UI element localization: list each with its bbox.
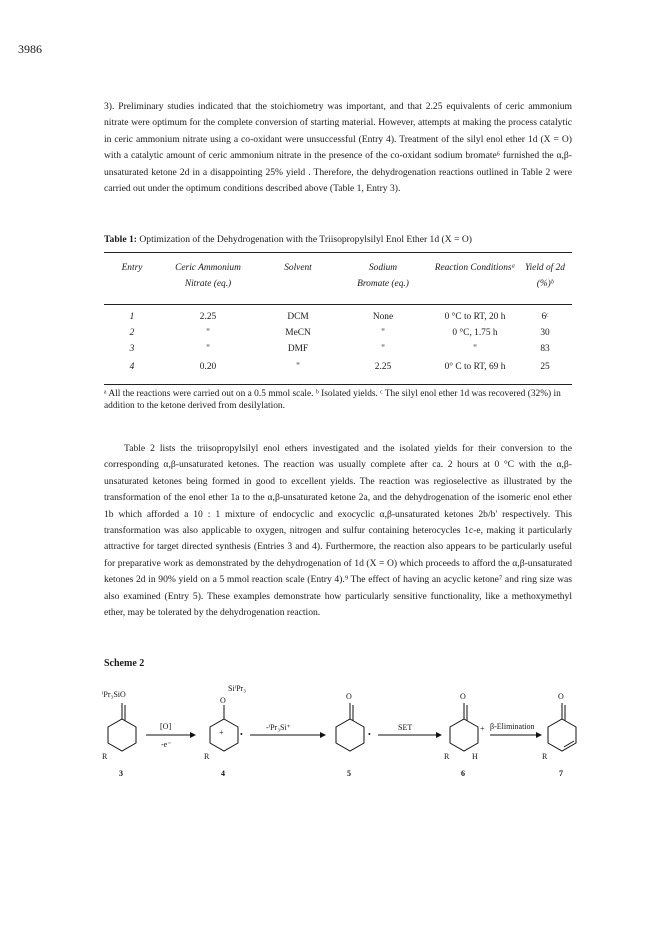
h-label-6: H (472, 752, 478, 761)
compound-number-7: 7 (559, 769, 563, 778)
row-4-bromate: 2.25 (374, 362, 392, 372)
compound-number-4: 4 (221, 769, 225, 778)
radical-dot-4: • (240, 730, 243, 739)
tips-o-label: ⁱPr₃SiO (102, 690, 126, 699)
o-label-4: O (220, 696, 226, 705)
row-3-entry: 3 (129, 344, 135, 354)
row-1-yield: 6ᶜ (541, 312, 549, 322)
row-3-solvent: DMF (287, 344, 309, 354)
header-bromate-1: Sodium (368, 263, 398, 273)
arrow-3-head (436, 732, 442, 738)
compound-6 (450, 703, 478, 751)
table-caption (104, 234, 584, 245)
scheme-title: Scheme 2 (104, 658, 145, 669)
minus-silyl-label: -ⁱPr₃Si⁺ (266, 723, 291, 732)
o-label-7: O (558, 692, 564, 701)
row-4-yield: 25 (540, 362, 550, 372)
row-2-can: " (206, 328, 210, 338)
r-label-4: R (204, 752, 210, 761)
row-4-solvent: " (296, 362, 300, 372)
page-number: 3986 (18, 42, 42, 56)
compound-number-6: 6 (461, 769, 465, 778)
row-3-conditions: " (473, 344, 477, 354)
compound-number-3: 3 (119, 769, 123, 778)
paragraph-2: Table 2 lists the triisopropylsilyl enol ethers investigated and the isolated yields for their conversion to the corresponding α,β-unsaturated ketones. The reaction was usually complete after ca. 2 hours at 0 °C with the α,β-unsaturated ketones being formed in good to excellent yields. The reaction was regioselective as illustrated by the transformation of the enol ether 1a to the α,β-unsaturated ketone 2a, and the dehydrogenation of the isomeric enol ether 1b which afforded a 10 : 1 mixture of endocyclic and exocyclic α,β-unsaturated ketones 2b/b' respectively. This transformation was also applicable to oxygen, nitrogen and sulfur containing heterocycles 1c-e, making it particularly attractive for target directed synthesis (Entries 3 and 4). Furthermore, the reaction also appears to be particularly useful for preparative work as demonstrated by the dehydrogenation of 1d (X = O) which proceeds to afford the α,β-unsaturated ketones 2d in 90% yield on a 5 mmol reaction scale (Entry 4).⁹ The effect of having an acyclic ketone⁷ and ring size was also examined (Entry 5). These examples demonstrate how particularly sensitive functionality, like a methoxymethyl ether, may be tolerated by the dehydrogenation reaction. (104, 443, 572, 619)
row-1-bromate: None (372, 312, 394, 322)
header-yield-1: Yield of 2d (525, 263, 565, 273)
r-label-6: R (444, 752, 450, 761)
compound-7 (548, 703, 576, 751)
header-bromate-2: Bromate (eq.) (357, 279, 409, 289)
row-2-solvent: MeCN (285, 328, 311, 338)
r-label-3: R (102, 752, 108, 761)
compound-5 (336, 703, 364, 751)
oxidation-label: [O] (160, 722, 172, 731)
row-3-yield: 83 (540, 344, 550, 354)
table-1 (104, 252, 572, 385)
row-1-entry: 1 (129, 312, 135, 322)
table-footnote: ᵃ All the reactions were carried out on a 0.5 mmol scale. ᵇ Isolated yields. ᶜ The silyl enol ether 1d was recovered (32%) in addition to the ketone derived from desilylation. (104, 389, 561, 411)
table-caption-text: Optimization of the Dehydrogenation with the Triisopropylsilyl Enol Ether 1d (X = O) (139, 234, 472, 245)
arrow-1-head (190, 732, 196, 738)
row-3-bromate: " (381, 344, 385, 354)
compound-3 (108, 703, 136, 751)
row-2-entry: 2 (129, 328, 135, 338)
r-label-7: R (542, 752, 548, 761)
set-label: SET (398, 723, 413, 732)
row-4-conditions: 0° C to RT, 69 h (444, 362, 506, 372)
row-2-bromate: " (381, 328, 385, 338)
header-solvent: Solvent (284, 263, 312, 273)
o-label-5: O (346, 692, 352, 701)
paragraph-1: 3). Preliminary studies indicated that the stoichiometry was important, and that 2.25 equivalents of ceric ammonium nitrate were optimum for the complete conversion of starting material. However, attempts at making the process catalytic in ceric ammonium nitrate using a co-oxidant were unsuccessful (Entry 4). Treatment of the silyl enol ether 1d (X = O) with a catalytic amount of ceric ammonium nitrate in the presence of the co-oxidant sodium bromate⁶ furnished the α,β-unsaturated ketone 2d in a disappointing 25% yield . Therefore, the dehydrogenation reactions outlined in Table 2 were carried out under the optimum conditions described above (Table 1, Entry 3). (104, 101, 572, 195)
row-1-solvent: DCM (287, 312, 309, 322)
plus-label-4: + (219, 728, 224, 737)
row-3-can: " (206, 344, 210, 354)
scheme-2-diagram (100, 675, 580, 783)
header-entry: Entry (121, 263, 143, 273)
table-caption-label: Table 1: (104, 234, 137, 245)
header-can-1: Ceric Ammonium (175, 263, 241, 273)
row-2-yield: 30 (540, 328, 550, 338)
arrow-2-head (320, 732, 326, 738)
minus-e-label: -e⁻ (161, 740, 172, 749)
beta-elimination-label: β-Elimination (490, 722, 535, 731)
header-conditions: Reaction Conditionsᵃ (434, 263, 516, 273)
compound-number-5: 5 (347, 769, 351, 778)
compound-4 (210, 705, 238, 751)
row-1-can: 2.25 (199, 312, 217, 322)
plus-label-6: + (480, 724, 485, 733)
row-4-entry: 4 (129, 362, 135, 372)
row-2-conditions: 0 °C, 1.75 h (452, 328, 498, 338)
table-rule (104, 304, 572, 305)
o-label-6: O (460, 692, 466, 701)
row-1-conditions: 0 °C to RT, 20 h (444, 312, 506, 322)
header-yield-2: (%)ᵇ (536, 279, 554, 289)
arrow-4-head (536, 732, 542, 738)
row-4-can: 0.20 (199, 362, 217, 372)
header-can-2: Nitrate (eq.) (184, 279, 232, 289)
silyl-label: SiⁱPr₃ (228, 684, 247, 693)
radical-dot-5: • (368, 730, 371, 739)
